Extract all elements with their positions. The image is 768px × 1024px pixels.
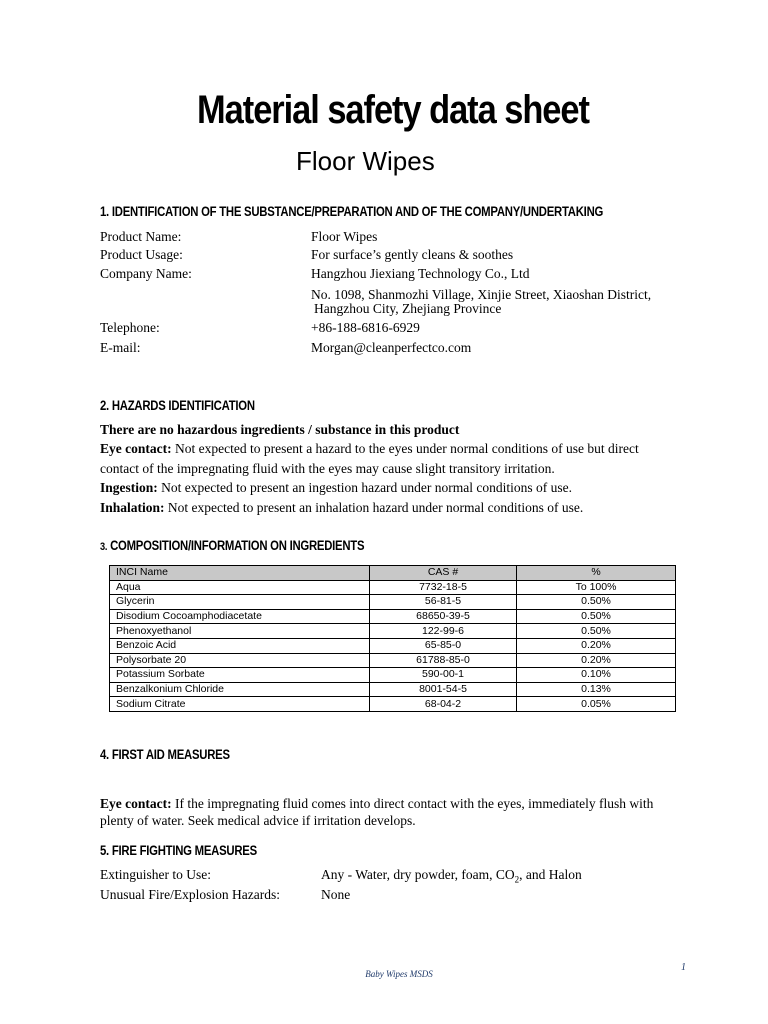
inci-name-cell: Disodium Cocoamphodiacetate <box>110 609 370 624</box>
inci-name-cell: Benzoic Acid <box>110 638 370 653</box>
hazard-inhalation-label: Inhalation: <box>100 500 165 515</box>
table-row <box>110 595 676 610</box>
hazard-eye-contact <box>100 439 700 459</box>
telephone-value: +86-188-6816-6929 <box>311 320 420 335</box>
extinguisher-label: Extinguisher to Use: <box>100 867 211 882</box>
cas-cell: 8001-54-5 <box>370 682 517 697</box>
product-name-label: Product Name: <box>100 229 182 244</box>
hazard-ingestion-text: Not expected to present an ingestion hazard under normal conditions of use. <box>157 480 573 495</box>
first-aid-eye-text-1: If the impregnating fluid comes into direct contact with the eyes, immediately flush with <box>171 796 654 811</box>
company-address-line-2: Hangzhou City, Zhejiang Province <box>314 301 502 316</box>
document-subtitle: Floor Wipes <box>296 146 435 176</box>
page-footer: Baby Wipes MSDS <box>365 969 433 979</box>
cas-cell: 590-00-1 <box>370 668 517 683</box>
column-header-percent: % <box>517 566 676 581</box>
percent-cell: 0.20% <box>517 638 676 653</box>
email-value: Morgan@cleanperfectco.com <box>311 340 472 355</box>
first-aid-eye-label: Eye contact: <box>100 796 172 811</box>
company-address-line-1: No. 1098, Shanmozhi Village, Xinjie Street, Xiaoshan District, <box>311 287 652 302</box>
section-5-heading: 5. FIRE FIGHTING MEASURES <box>100 843 257 858</box>
inci-name-cell: Glycerin <box>110 595 370 610</box>
ingredients-table <box>109 565 676 712</box>
telephone-label: Telephone: <box>100 320 160 335</box>
section-3-heading: 3. COMPOSITION/INFORMATION ON INGREDIENTS <box>100 538 365 553</box>
table-header-row <box>110 566 676 581</box>
company-name-value: Hangzhou Jiexiang Technology Co., Ltd <box>311 266 530 281</box>
column-header-cas: CAS # <box>370 566 517 581</box>
document-title: Material safety data sheet <box>197 88 589 132</box>
cas-cell: 68650-39-5 <box>370 609 517 624</box>
inci-name-cell: Potassium Sorbate <box>110 668 370 683</box>
inci-name-cell: Phenoxyethanol <box>110 624 370 639</box>
hazard-eye-text-1: Not expected to present a hazard to the eyes under normal conditions of use but direct <box>171 441 639 456</box>
percent-cell: 0.50% <box>517 595 676 610</box>
fire-hazards-value: None <box>321 887 351 902</box>
table-row <box>110 624 676 639</box>
section-2-heading: 2. HAZARDS IDENTIFICATION <box>100 398 255 413</box>
section-1-heading: 1. IDENTIFICATION OF THE SUBSTANCE/PREPARATION AND OF THE COMPANY/UNDERTAKING <box>100 204 604 219</box>
table-row <box>110 638 676 653</box>
product-name-value: Floor Wipes <box>311 229 378 244</box>
table-row <box>110 668 676 683</box>
cas-cell: 7732-18-5 <box>370 580 517 595</box>
cas-cell: 65-85-0 <box>370 638 517 653</box>
percent-cell: 0.50% <box>517 609 676 624</box>
hazard-eye-text-2: contact of the impregnating fluid with the eyes may cause slight transitory irritation. <box>100 461 555 476</box>
table-row <box>110 580 676 595</box>
cas-cell: 122-99-6 <box>370 624 517 639</box>
percent-cell: 0.20% <box>517 653 676 668</box>
inci-name-cell: Benzalkonium Chloride <box>110 682 370 697</box>
hazard-eye-label: Eye contact: <box>100 441 172 456</box>
cas-cell: 56-81-5 <box>370 595 517 610</box>
inci-name-cell: Polysorbate 20 <box>110 653 370 668</box>
cas-cell: 61788-85-0 <box>370 653 517 668</box>
cas-cell: 68-04-2 <box>370 697 517 712</box>
section-4-heading: 4. FIRST AID MEASURES <box>100 747 230 762</box>
inci-name-cell: Sodium Citrate <box>110 697 370 712</box>
product-usage-label: Product Usage: <box>100 247 183 262</box>
table-row <box>110 682 676 697</box>
first-aid-eye-text-2: plenty of water. Seek medical advice if irritation develops. <box>100 813 416 828</box>
percent-cell: 0.05% <box>517 697 676 712</box>
percent-cell: 0.50% <box>517 624 676 639</box>
table-row <box>110 609 676 624</box>
hazard-ingestion <box>100 478 700 498</box>
hazard-inhalation <box>100 498 700 518</box>
email-label: E-mail: <box>100 340 141 355</box>
percent-cell: To 100% <box>517 580 676 595</box>
hazard-inhalation-text: Not expected to present an inhalation hazard under normal conditions of use. <box>164 500 584 515</box>
table-row <box>110 697 676 712</box>
column-header-inci: INCI Name <box>110 566 370 581</box>
hazards-intro: There are no hazardous ingredients / substance in this product <box>100 422 460 437</box>
percent-cell: 0.10% <box>517 668 676 683</box>
inci-name-cell: Aqua <box>110 580 370 595</box>
percent-cell: 0.13% <box>517 682 676 697</box>
hazard-ingestion-label: Ingestion: <box>100 480 158 495</box>
product-usage-value: For surface’s gently cleans & soothes <box>311 247 514 262</box>
page-number: 1 <box>681 962 686 973</box>
extinguisher-value: Any - Water, dry powder, foam, $CO_2$, and Halon <box>321 867 582 885</box>
fire-hazards-label: Unusual Fire/Explosion Hazards: <box>100 887 280 902</box>
table-row <box>110 653 676 668</box>
company-name-label: Company Name: <box>100 266 192 281</box>
